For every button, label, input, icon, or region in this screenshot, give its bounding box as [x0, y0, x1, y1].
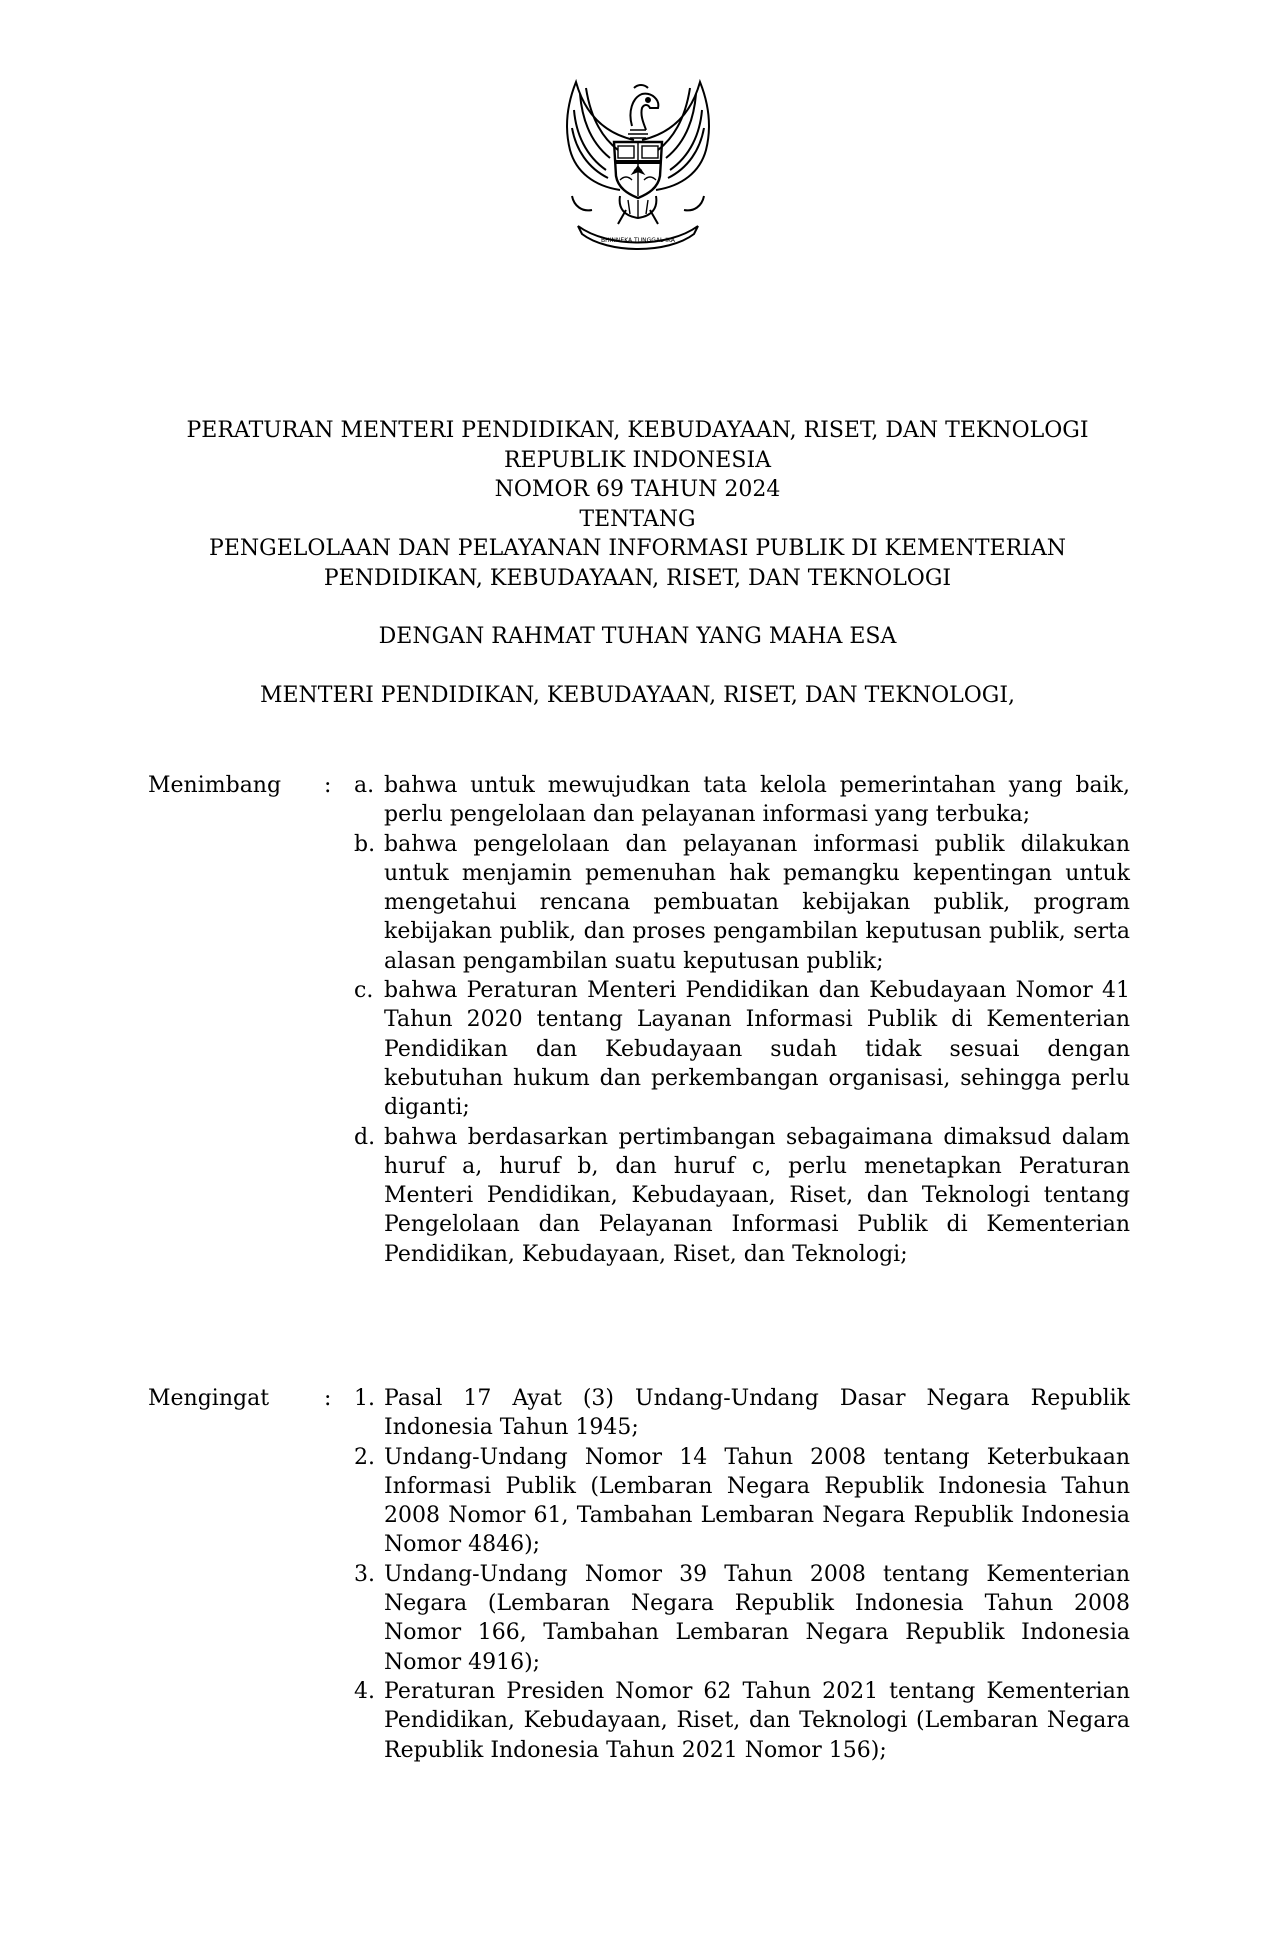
title-line: REPUBLIK INDONESIA: [503, 447, 772, 473]
item-marker: d.: [354, 1124, 376, 1150]
item-text: Peraturan Presiden Nomor 62 Tahun 2021 tentang Kementerian Pendidikan, Kebudayaan, Riset, dan Teknologi (Lembaran Negara Republik Indonesia Tahun 2021 Nomor 156);: [384, 1678, 1130, 1763]
consideration-list: [354, 771, 1130, 1269]
item-text: Pasal 17 Ayat (3) Undang-Undang Dasar Negara Republik Indonesia Tahun 1945;: [384, 1386, 1130, 1441]
title-line: PENDIDIKAN, KEBUDAYAAN, RISET, DAN TEKNOLOGI: [323, 565, 952, 591]
section-colon: :: [324, 1386, 332, 1411]
item-text: Undang-Undang Nomor 39 Tahun 2008 tentang Kementerian Negara (Lembaran Negara Republik Indonesia Tahun 2008 Nomor 166, Tambahan Lembaran Negara Republik Indonesia Nomor 4916);: [384, 1561, 1130, 1675]
list-item: [354, 1560, 1130, 1677]
title-line: PERATURAN MENTERI PENDIDIKAN, KEBUDAYAAN, RISET, DAN TEKNOLOGI: [186, 418, 1089, 443]
list-item: [354, 976, 1130, 1122]
item-marker: 4.: [354, 1678, 375, 1704]
section-colon: :: [324, 773, 332, 798]
list-item: [354, 1677, 1130, 1765]
legal-basis-list: [354, 1384, 1130, 1765]
item-marker: b.: [354, 831, 376, 857]
garuda-pancasila-emblem: [548, 78, 728, 250]
item-marker: 1.: [354, 1386, 375, 1411]
item-marker: c.: [354, 978, 374, 1004]
title-line: TENTANG: [579, 506, 696, 532]
list-item: [354, 1123, 1130, 1269]
list-item: [354, 830, 1130, 976]
list-item: [354, 1384, 1130, 1443]
title-line: PENGELOLAAN DAN PELAYANAN INFORMASI PUBLIK DI KEMENTERIAN: [209, 536, 1066, 561]
blessing-line: DENGAN RAHMAT TUHAN YANG MAHA ESA: [378, 624, 897, 649]
section-label: Menimbang: [148, 773, 282, 798]
emblem-motto: BHINNEKA TUNGGAL IKA: [601, 237, 675, 244]
section-label: Mengingat: [148, 1386, 270, 1411]
item-text: Undang-Undang Nomor 14 Tahun 2008 tentang Keterbukaan Informasi Publik (Lembaran Negara Republik Indonesia Tahun 2008 Nomor 61, Tambahan Lembaran Negara Republik Indonesia Nomor 4846);: [384, 1444, 1130, 1558]
title-line: NOMOR 69 TAHUN 2024: [494, 477, 781, 502]
list-item: [354, 1443, 1130, 1560]
item-marker: 3.: [354, 1561, 375, 1587]
item-marker: 2.: [354, 1444, 375, 1470]
item-text: bahwa berdasarkan pertimbangan sebagaimana dimaksud dalam huruf a, huruf b, dan huruf c, perlu menetapkan Peraturan Menteri Pendidikan, Kebudayaan, Riset, dan Teknologi tentang Pengelolaan dan Pelayanan Informasi Publik di Kementerian Pendidikan, Kebudayaan, Riset, dan Teknologi;: [384, 1124, 1130, 1267]
regulation-title: [0, 416, 1275, 593]
list-item: [354, 771, 1130, 830]
item-text: bahwa Peraturan Menteri Pendidikan dan Kebudayaan Nomor 41 Tahun 2020 tentang Layanan Informasi Publik di Kementerian Pendidikan dan Kebudayaan sudah tidak sesuai dengan kebutuhan hukum dan perkembangan organisasi, sehingga perlu diganti;: [384, 978, 1130, 1121]
item-text: bahwa untuk mewujudkan tata kelola pemerintahan yang baik, perlu pengelolaan dan pelayanan informasi yang terbuka;: [384, 773, 1130, 828]
item-marker: a.: [354, 773, 375, 798]
minister-line: MENTERI PENDIDIKAN, KEBUDAYAAN, RISET, DAN TEKNOLOGI,: [259, 683, 1016, 708]
item-text: bahwa pengelolaan dan pelayanan informasi publik dilakukan untuk menjamin pemenuhan hak pemangku kepentingan untuk mengetahui rencana pembuatan kebijakan publik, program kebijakan publik, dan proses pengambilan keputusan publik, serta alasan pengambilan suatu keputusan publik;: [384, 831, 1130, 974]
